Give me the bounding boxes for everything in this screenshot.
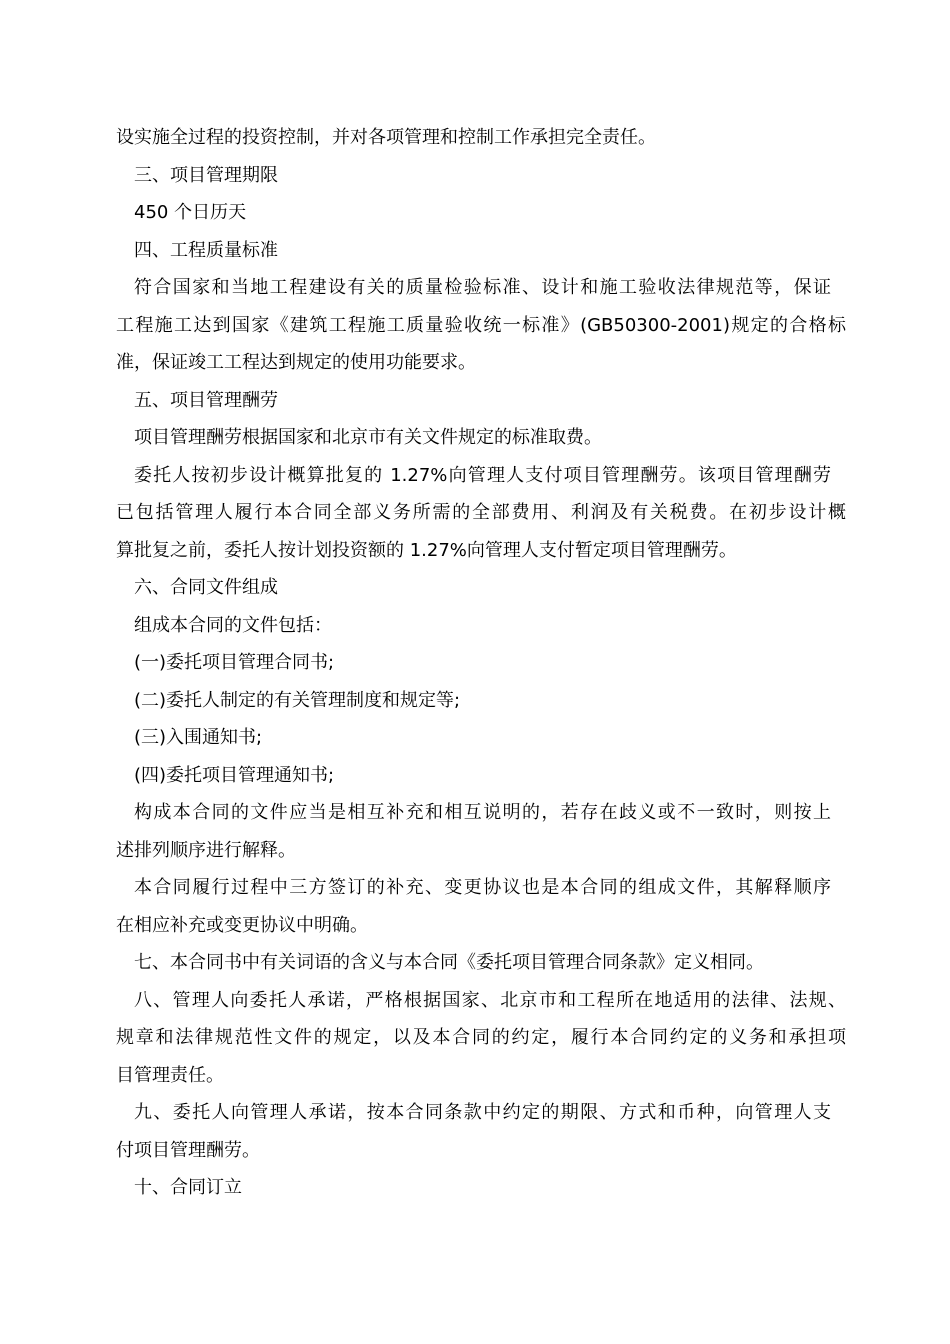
body-text-line: 450 个日历天 [134,202,247,223]
body-text-line: 设实施全过程的投资控制，并对各项管理和控制工作承担完全责任。 [116,127,656,148]
body-text-line: 项目管理酬劳根据国家和北京市有关文件规定的标准取费。 [134,427,602,448]
body-text-line: 构成本合同的文件应当是相互补充和相互说明的，若存在歧义或不一致时，则按上 [134,802,831,823]
section-heading: 九、委托人向管理人承诺，按本合同条款中约定的期限、方式和币种，向管理人支 [134,1102,831,1123]
body-text-line: 算批复之前，委托人按计划投资额的 1.27%向管理人支付暂定项目管理酬劳。 [116,540,737,561]
body-text-line: 本合同履行过程中三方签订的补充、变更协议也是本合同的组成文件，其解释顺序 [134,877,831,898]
body-text-line: 付项目管理酬劳。 [116,1140,260,1161]
body-text-line: 工程施工达到国家《建筑工程施工质量验收统一标准》(GB50300-2001)规定的合格标 [116,315,846,336]
body-text-line: 委托人按初步设计概算批复的 1.27%向管理人支付项目管理酬劳。该项目管理酬劳 [134,465,831,486]
section-heading: 三、项目管理期限 [134,165,278,186]
body-text-line: 在相应补充或变更协议中明确。 [116,915,368,936]
list-item: (一)委托项目管理合同书; [134,652,335,673]
list-item: (三)入围通知书; [134,727,263,748]
body-text-line: 符合国家和当地工程建设有关的质量检验标准、设计和施工验收法律规范等，保证 [134,277,831,298]
section-heading: 八、管理人向委托人承诺，严格根据国家、北京市和工程所在地适用的法律、法规、 [134,990,846,1011]
body-text-line: 规章和法律规范性文件的规定，以及本合同的约定，履行本合同约定的义务和承担项 [116,1027,846,1048]
body-text-line: 准，保证竣工工程达到规定的使用功能要求。 [116,352,476,373]
body-text-line: 已包括管理人履行本合同全部义务所需的全部费用、利润及有关税费。在初步设计概 [116,502,846,523]
list-item: (二)委托人制定的有关管理制度和规定等; [134,690,461,711]
body-text-line: 目管理责任。 [116,1065,224,1086]
section-heading: 五、项目管理酬劳 [134,390,278,411]
body-text-line: 组成本合同的文件包括： [134,615,332,636]
section-heading: 七、本合同书中有关词语的含义与本合同《委托项目管理合同条款》定义相同。 [134,952,764,973]
section-heading: 四、工程质量标准 [134,240,278,261]
body-text-line: 述排列顺序进行解释。 [116,840,296,861]
list-item: (四)委托项目管理通知书; [134,765,335,786]
section-heading: 六、合同文件组成 [134,577,278,598]
section-heading: 十、合同订立 [134,1177,242,1198]
